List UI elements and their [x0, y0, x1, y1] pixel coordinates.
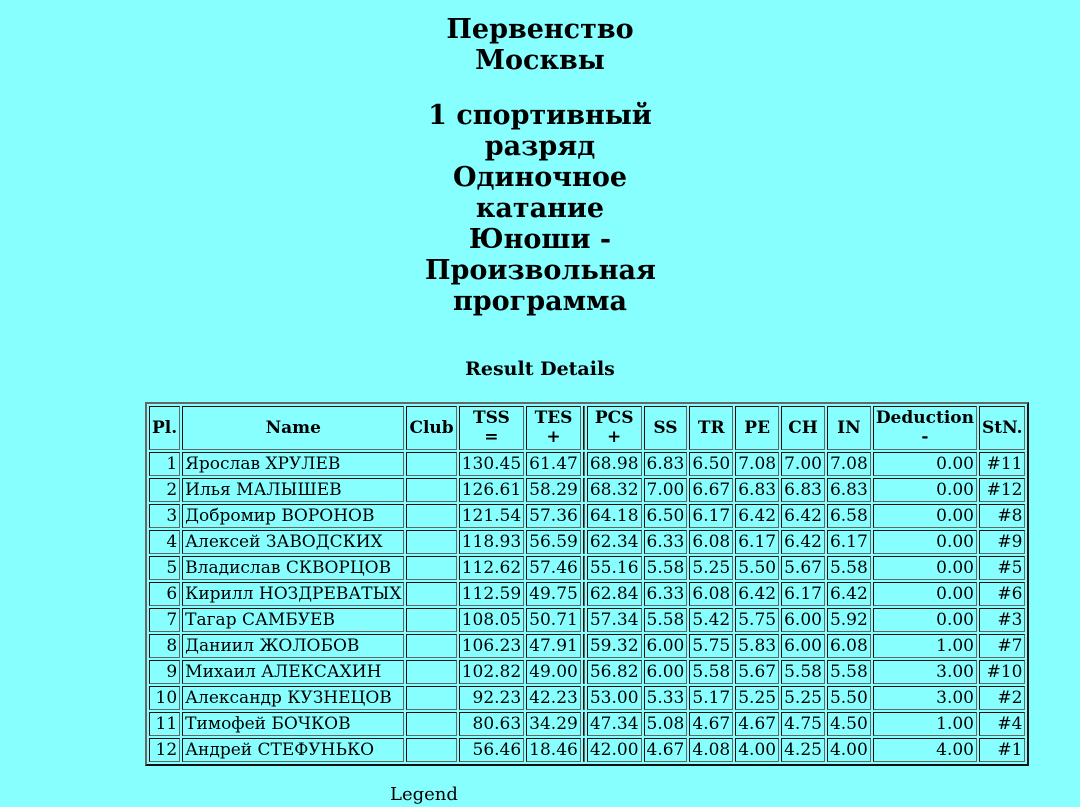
cell-name: Добромир ВОРОНОВ	[182, 504, 404, 528]
cell-ss: 6.50	[644, 504, 688, 528]
cell-in: 5.58	[827, 660, 871, 684]
cell-ch: 5.67	[781, 556, 825, 580]
cell-ss: 6.33	[644, 530, 688, 554]
header-tes-sign: +	[546, 427, 561, 447]
cell-ss: 5.33	[644, 686, 688, 710]
cell-spacer	[583, 478, 585, 502]
cell-pe: 5.83	[735, 634, 779, 658]
cell-in: 6.08	[827, 634, 871, 658]
header-ss: SS	[644, 406, 688, 450]
cell-tss: 130.45	[459, 452, 524, 476]
cell-deduction: 0.00	[873, 530, 977, 554]
cell-start-number: #12	[979, 478, 1026, 502]
cell-pe: 7.08	[735, 452, 779, 476]
cell-tes: 57.36	[526, 504, 581, 528]
cell-start-number: #7	[979, 634, 1026, 658]
cell-ch: 6.42	[781, 530, 825, 554]
cell-in: 7.08	[827, 452, 871, 476]
cell-spacer	[583, 504, 585, 528]
table-row	[149, 738, 1025, 762]
cell-club	[406, 660, 456, 684]
cell-spacer	[583, 582, 585, 606]
cell-ch: 6.00	[781, 634, 825, 658]
cell-spacer	[583, 556, 585, 580]
cell-in: 4.50	[827, 712, 871, 736]
cell-tes: 18.46	[526, 738, 581, 762]
cell-start-number: #10	[979, 660, 1026, 684]
cell-spacer	[583, 452, 585, 476]
cell-name: Илья МАЛЫШЕВ	[182, 478, 404, 502]
cell-pcs: 57.34	[587, 608, 642, 632]
header-ch: CH	[781, 406, 825, 450]
cell-in: 6.83	[827, 478, 871, 502]
cell-club	[406, 608, 456, 632]
cell-tss: 121.54	[459, 504, 524, 528]
cell-spacer	[583, 738, 585, 762]
cell-tss: 126.61	[459, 478, 524, 502]
cell-pcs: 53.00	[587, 686, 642, 710]
cell-club	[406, 712, 456, 736]
cell-club	[406, 738, 456, 762]
table-row	[149, 608, 1025, 632]
cell-in: 6.42	[827, 582, 871, 606]
cell-ss: 5.58	[644, 608, 688, 632]
cell-ss: 6.83	[644, 452, 688, 476]
cell-ch: 6.00	[781, 608, 825, 632]
header-club: Club	[406, 406, 456, 450]
cell-tss: 92.23	[459, 686, 524, 710]
table-row	[149, 712, 1025, 736]
cell-pcs: 68.98	[587, 452, 642, 476]
cell-ss: 6.33	[644, 582, 688, 606]
cell-pe: 5.75	[735, 608, 779, 632]
header-spacer	[583, 406, 585, 450]
header-tss-label: TSS	[473, 408, 510, 428]
table-header-row	[149, 406, 1025, 450]
cell-name: Алексей ЗАВОДСКИХ	[182, 530, 404, 554]
cell-tes: 42.23	[526, 686, 581, 710]
cell-name: Александр КУЗНЕЦОВ	[182, 686, 404, 710]
cell-ch: 4.25	[781, 738, 825, 762]
cell-place: 12	[149, 738, 180, 762]
cell-club	[406, 686, 456, 710]
cell-spacer	[583, 660, 585, 684]
cell-club	[406, 556, 456, 580]
cell-place: 5	[149, 556, 180, 580]
cell-tss: 102.82	[459, 660, 524, 684]
cell-start-number: #6	[979, 582, 1026, 606]
cell-tr: 6.50	[689, 452, 733, 476]
table-row	[149, 686, 1025, 710]
header-deduction-label: Deduction	[875, 408, 974, 428]
table-row	[149, 452, 1025, 476]
cell-pe: 4.67	[735, 712, 779, 736]
cell-deduction: 0.00	[873, 452, 977, 476]
cell-in: 4.00	[827, 738, 871, 762]
cell-pcs: 55.16	[587, 556, 642, 580]
header-place: Pl.	[149, 406, 180, 450]
cell-tr: 4.08	[689, 738, 733, 762]
cell-deduction: 3.00	[873, 686, 977, 710]
cell-tss: 112.62	[459, 556, 524, 580]
header-name: Name	[182, 406, 404, 450]
cell-pe: 6.17	[735, 530, 779, 554]
cell-tss: 118.93	[459, 530, 524, 554]
cell-spacer	[583, 530, 585, 554]
cell-ch: 5.25	[781, 686, 825, 710]
cell-deduction: 3.00	[873, 660, 977, 684]
header-pe: PE	[735, 406, 779, 450]
table-row	[149, 478, 1025, 502]
cell-ch: 5.58	[781, 660, 825, 684]
cell-place: 9	[149, 660, 180, 684]
header-deduction	[873, 406, 977, 450]
cell-tr: 5.58	[689, 660, 733, 684]
results-body	[149, 452, 1025, 762]
cell-tr: 6.17	[689, 504, 733, 528]
header-tes	[526, 406, 581, 450]
cell-name: Тагар САМБУЕВ	[182, 608, 404, 632]
cell-tss: 80.63	[459, 712, 524, 736]
cell-start-number: #3	[979, 608, 1026, 632]
cell-place: 7	[149, 608, 180, 632]
cell-tes: 34.29	[526, 712, 581, 736]
cell-name: Тимофей БОЧКОВ	[182, 712, 404, 736]
cell-club	[406, 452, 456, 476]
cell-tss: 56.46	[459, 738, 524, 762]
cell-pe: 6.83	[735, 478, 779, 502]
cell-place: 1	[149, 452, 180, 476]
table-row	[149, 556, 1025, 580]
cell-tss: 112.59	[459, 582, 524, 606]
cell-tr: 6.67	[689, 478, 733, 502]
cell-name: Андрей СТЕФУНЬКО	[182, 738, 404, 762]
event-title: 1 спортивный разряд Одиночное катание Юноши - Произвольная программа	[425, 100, 656, 317]
cell-spacer	[583, 634, 585, 658]
cell-tr: 5.42	[689, 608, 733, 632]
page-title	[0, 14, 1080, 317]
cell-ss: 5.58	[644, 556, 688, 580]
cell-ch: 6.83	[781, 478, 825, 502]
cell-deduction: 1.00	[873, 712, 977, 736]
cell-ss: 7.00	[644, 478, 688, 502]
cell-club	[406, 634, 456, 658]
cell-tes: 57.46	[526, 556, 581, 580]
cell-place: 6	[149, 582, 180, 606]
header-start-number: StN.	[979, 406, 1026, 450]
cell-pcs: 64.18	[587, 504, 642, 528]
cell-pcs: 42.00	[587, 738, 642, 762]
cell-deduction: 4.00	[873, 738, 977, 762]
table-row	[149, 634, 1025, 658]
cell-club	[406, 530, 456, 554]
header-tss	[459, 406, 524, 450]
cell-tr: 4.67	[689, 712, 733, 736]
cell-ss: 4.67	[644, 738, 688, 762]
table-row	[149, 530, 1025, 554]
cell-tr: 5.25	[689, 556, 733, 580]
cell-start-number: #11	[979, 452, 1026, 476]
cell-in: 5.50	[827, 686, 871, 710]
cell-tr: 6.08	[689, 582, 733, 606]
cell-club	[406, 582, 456, 606]
cell-tes: 56.59	[526, 530, 581, 554]
cell-tr: 5.17	[689, 686, 733, 710]
table-row	[149, 582, 1025, 606]
legend-link[interactable]: Legend	[390, 784, 458, 805]
header-in: IN	[827, 406, 871, 450]
header-pcs-label: PCS	[594, 408, 634, 428]
cell-tss: 108.05	[459, 608, 524, 632]
cell-deduction: 0.00	[873, 478, 977, 502]
cell-spacer	[583, 686, 585, 710]
cell-deduction: 0.00	[873, 608, 977, 632]
cell-deduction: 0.00	[873, 504, 977, 528]
cell-ch: 6.17	[781, 582, 825, 606]
cell-start-number: #4	[979, 712, 1026, 736]
cell-ss: 6.00	[644, 660, 688, 684]
table-row	[149, 660, 1025, 684]
cell-pe: 6.42	[735, 504, 779, 528]
cell-in: 6.17	[827, 530, 871, 554]
cell-pe: 6.42	[735, 582, 779, 606]
cell-place: 4	[149, 530, 180, 554]
cell-tes: 49.00	[526, 660, 581, 684]
cell-tss: 106.23	[459, 634, 524, 658]
cell-spacer	[583, 608, 585, 632]
cell-name: Даниил ЖОЛОБОВ	[182, 634, 404, 658]
cell-club	[406, 478, 456, 502]
cell-tes: 61.47	[526, 452, 581, 476]
cell-start-number: #2	[979, 686, 1026, 710]
cell-place: 10	[149, 686, 180, 710]
cell-spacer	[583, 712, 585, 736]
header-tes-label: TES	[534, 408, 573, 428]
cell-start-number: #5	[979, 556, 1026, 580]
cell-name: Ярослав ХРУЛЕВ	[182, 452, 404, 476]
cell-pe: 5.25	[735, 686, 779, 710]
cell-tes: 50.71	[526, 608, 581, 632]
cell-deduction: 0.00	[873, 556, 977, 580]
cell-pcs: 59.32	[587, 634, 642, 658]
cell-pcs: 62.84	[587, 582, 642, 606]
cell-ch: 7.00	[781, 452, 825, 476]
header-pcs	[587, 406, 642, 450]
header-pcs-sign: +	[607, 427, 622, 447]
results-table	[145, 402, 1029, 766]
cell-start-number: #8	[979, 504, 1026, 528]
cell-place: 8	[149, 634, 180, 658]
cell-pcs: 47.34	[587, 712, 642, 736]
cell-in: 5.58	[827, 556, 871, 580]
result-details-heading: Result Details	[465, 358, 615, 380]
cell-place: 3	[149, 504, 180, 528]
competition-title: Первенство Москвы	[446, 14, 634, 76]
cell-pe: 5.50	[735, 556, 779, 580]
cell-tes: 58.29	[526, 478, 581, 502]
cell-pcs: 68.32	[587, 478, 642, 502]
cell-deduction: 0.00	[873, 582, 977, 606]
cell-tr: 6.08	[689, 530, 733, 554]
cell-ch: 4.75	[781, 712, 825, 736]
cell-deduction: 1.00	[873, 634, 977, 658]
cell-ss: 6.00	[644, 634, 688, 658]
cell-in: 5.92	[827, 608, 871, 632]
cell-tes: 47.91	[526, 634, 581, 658]
cell-name: Владислав СКВОРЦОВ	[182, 556, 404, 580]
cell-pe: 5.67	[735, 660, 779, 684]
cell-club	[406, 504, 456, 528]
cell-pe: 4.00	[735, 738, 779, 762]
cell-ch: 6.42	[781, 504, 825, 528]
table-row	[149, 504, 1025, 528]
cell-name: Кирилл НОЗДРЕВАТЫХ	[182, 582, 404, 606]
cell-ss: 5.08	[644, 712, 688, 736]
cell-tr: 5.75	[689, 634, 733, 658]
cell-tes: 49.75	[526, 582, 581, 606]
cell-start-number: #9	[979, 530, 1026, 554]
cell-name: Михаил АЛЕКСАХИН	[182, 660, 404, 684]
cell-place: 2	[149, 478, 180, 502]
header-tr: TR	[689, 406, 733, 450]
cell-pcs: 62.34	[587, 530, 642, 554]
cell-start-number: #1	[979, 738, 1026, 762]
header-tss-sign: =	[484, 427, 499, 447]
cell-pcs: 56.82	[587, 660, 642, 684]
cell-in: 6.58	[827, 504, 871, 528]
header-deduction-sign: -	[921, 427, 929, 447]
cell-place: 11	[149, 712, 180, 736]
